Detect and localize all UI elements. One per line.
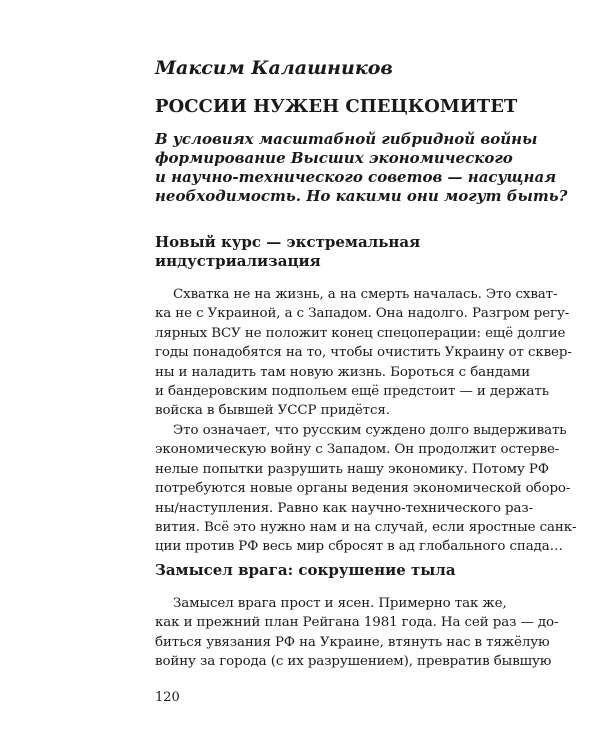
text-line: войну за города (с их разрушением), превратив бывшую bbox=[155, 654, 552, 670]
section-heading-new-course bbox=[155, 233, 475, 271]
text-line: Схватка не на жизнь, а на смерть началась. Это схват- bbox=[173, 287, 558, 302]
heading-line: Новый курс — экстремальная bbox=[155, 233, 421, 251]
lead-line: В условиях масштабной гибридной войны bbox=[155, 130, 538, 148]
lead-line: и научно-технического советов — насущная bbox=[155, 168, 557, 186]
lead-paragraph bbox=[155, 130, 568, 206]
text-line: годы понадобятся на то, чтобы очистить Украину от сквер- bbox=[155, 345, 572, 361]
text-line: и бандеровским подпольем ещё предстоит — и держать bbox=[155, 384, 549, 400]
text-line: Это означает, что русским суждено долго выдерживать bbox=[173, 423, 567, 438]
text-line: Замысел врага прост и ясен. Примерно так же, bbox=[173, 596, 507, 611]
text-line: биться увязания РФ на Украине, втянуть нас в тяжёлую bbox=[155, 634, 550, 650]
section-heading-enemy-plan bbox=[155, 561, 475, 580]
author-name: Максим Калашников bbox=[155, 57, 393, 79]
paragraph bbox=[155, 421, 577, 557]
text-line: нелые попытки разрушить нашу экономику. Потому РФ bbox=[155, 461, 549, 477]
text-line: ции против РФ весь мир сбросят в ад глобального спада… bbox=[155, 539, 563, 555]
text-line: экономическую войну с Западом. Он продолжит остерве- bbox=[155, 442, 560, 458]
paragraph bbox=[155, 594, 559, 672]
text-line: вития. Всё это нужно нам и на случай, если яростные санк- bbox=[155, 520, 577, 536]
text-line: лярных ВСУ не положит конец спецоперации: ещё долгие bbox=[155, 325, 566, 341]
text-line: ны и наладить там новую жизнь. Бороться с бандами bbox=[155, 364, 531, 380]
lead-line: необходимость. Но какими они могут быть? bbox=[155, 187, 568, 205]
text-line: ны/наступления. Равно как научно-технического раз- bbox=[155, 500, 534, 516]
text-line: как и прежний план Рейгана 1981 года. На сей раз — до- bbox=[155, 615, 559, 631]
paragraph bbox=[155, 285, 572, 421]
lead-line: формирование Высших экономического bbox=[155, 149, 513, 167]
text-line: ка не с Украиной, а с Западом. Она надолго. Разгром регу- bbox=[155, 306, 570, 322]
heading-line: Замысел врага: сокрушение тыла bbox=[155, 561, 456, 579]
heading-line: индустриализация bbox=[155, 252, 321, 270]
article-title: РОССИИ НУЖЕН СПЕЦКОМИТЕТ bbox=[155, 96, 518, 117]
text-line: войска в бывшей УССР придётся. bbox=[155, 403, 390, 419]
text-line: потребуются новые органы ведения экономической оборо- bbox=[155, 481, 571, 497]
page-number: 120 bbox=[155, 690, 180, 705]
